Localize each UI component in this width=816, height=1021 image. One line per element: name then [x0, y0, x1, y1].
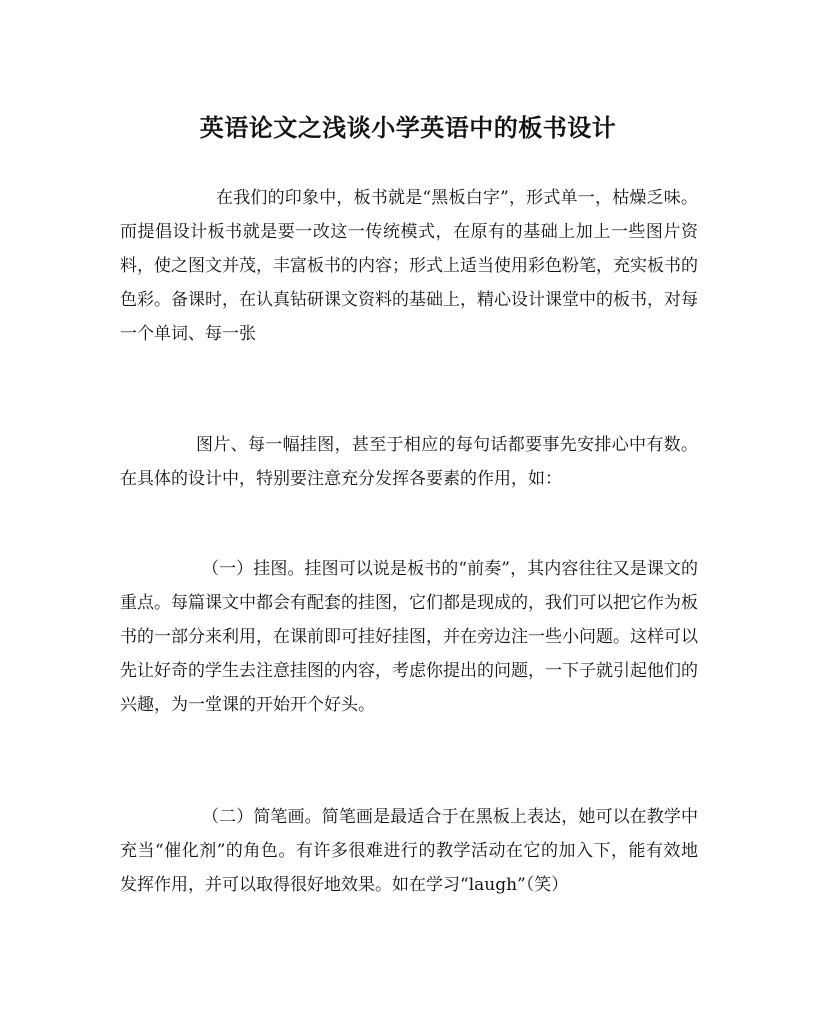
paragraph-wall-charts: （一）挂图。挂图可以说是板书的“前奏”，其内容往往又是课文的重点。每篇课文中都会有配套的挂图，它们都是现成的，我们可以把它作为板书的一部分来利用，在课前即可挂好挂图，并在旁边注一些小问题。这样可以先让好奇的学生去注意挂图的内容，考虑你提出的问题，一下子就引起他们的兴趣，为一堂课的开始开个好头。 [120, 559, 698, 715]
document-title: 英语论文之浅谈小学英语中的板书设计 [199, 113, 617, 142]
paragraph-simple-drawings: （二）简笔画。简笔画是最适合于在黑板上表达，她可以在教学中充当“催化剂”的角色。有许多很难进行的教学活动在它的加入下，能有效地发挥作用，并可以取得很好地效果。如在学习“laugh”（笑） [120, 807, 698, 895]
paragraph-design-elements: 图片、每一幅挂图，甚至于相应的每句话都要事先安排心中有数。在具体的设计中，特别要注意充分发挥各要素的作用，如： [120, 435, 698, 489]
paragraph-intro: 在我们的印象中，板书就是“黑板白字”，形式单一，枯燥乏味。而提倡设计板书就是要一改这一传统模式，在原有的基础上加上一些图片资料，使之图文并茂，丰富板书的内容；形式上适当使用彩色粉笔，充实板书的色彩。备课时，在认真钻研课文资料的基础上，精心设计课堂中的板书，对每一个单词、每一张 [120, 188, 698, 344]
